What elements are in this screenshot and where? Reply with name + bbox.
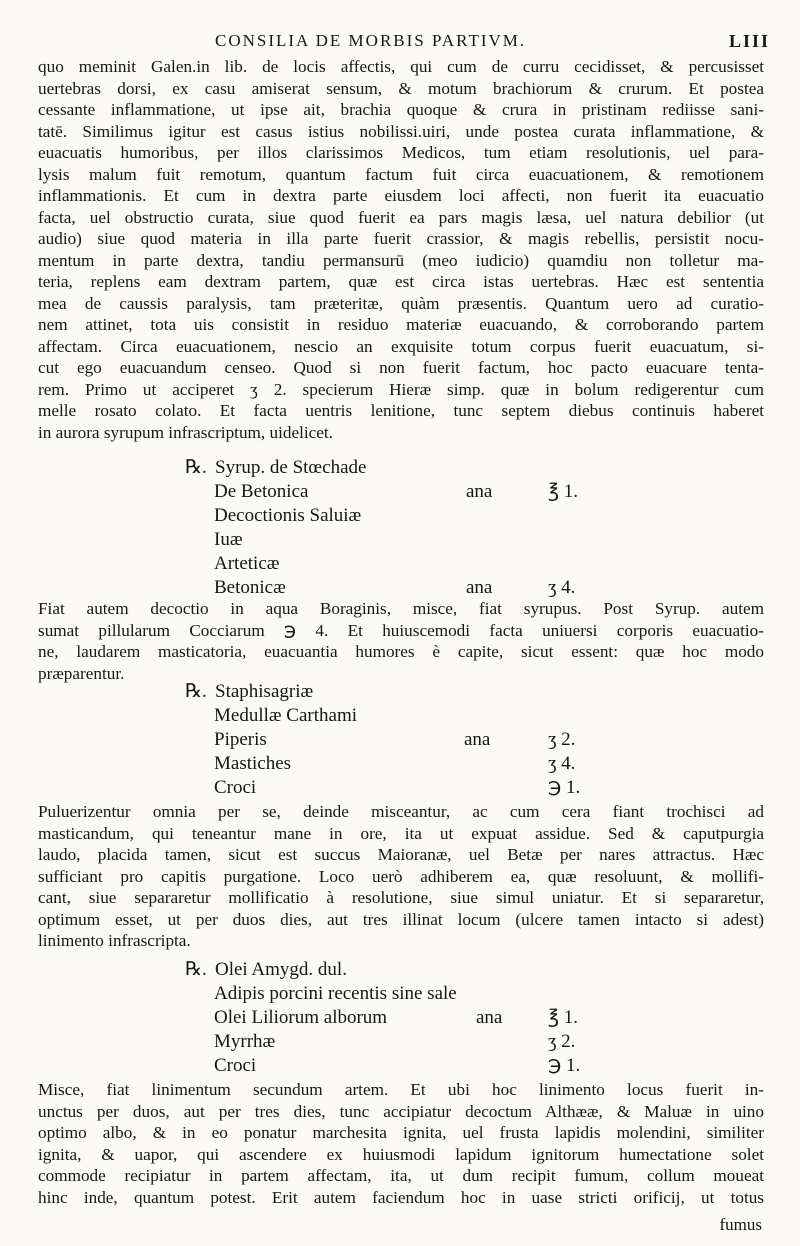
text-line: lysis malum fuit remotum, quantum factum fuit circa euacuationem, & remotionem xyxy=(38,164,764,184)
rx-dose: ʒ 2. xyxy=(548,1031,576,1052)
text-line: melle rosato colato. Et facta uentris lenitione, tunc septem diebus continuis haberet xyxy=(38,401,764,420)
text-line: ignita, & uapor, qui ascendere ex huiusmodi lapidum ignitorum humectatione solet xyxy=(38,1144,764,1164)
text-line: nem attinet, tota uis consistit in residuo materiæ euacuando, & corroborando partem xyxy=(38,315,764,334)
rx-ingredient: Iuæ xyxy=(214,529,243,550)
paragraph-2 xyxy=(38,598,764,684)
recipe-symbol: ℞. xyxy=(185,681,207,702)
rx-item xyxy=(214,480,774,504)
text-line: unctus per duos, aut per tres dies, tunc accipiatur decoctum Althææ, & Maluæ in uino xyxy=(38,1101,764,1121)
text-line: masticandum, qui teneantur mane in ore, ita ut expuat assidue. Sed & caputpurgia xyxy=(38,823,764,843)
paragraph-1 xyxy=(38,56,764,443)
recipe-symbol: ℞. xyxy=(185,959,207,980)
text-line: sumat pillularum Cocciarum ℈ 4. Et huiuscemodi facta uniuersi corporis euacuatio- xyxy=(38,620,764,640)
rx-dose: ℥ 1. xyxy=(548,481,578,502)
text-line: in aurora syrupum infrascriptum, uidelicet. xyxy=(38,422,333,442)
rx-item xyxy=(214,728,774,752)
text-line: cant, siue separaretur mollificatio à resolutione, siue simul uniatur. Et si separaretur, xyxy=(38,888,764,907)
text-line: Misce, fiat linimentum secundum artem. Et ubi hoc linimento locus fuerit in- xyxy=(38,1080,764,1099)
rx-ingredient: Adipis porcini recentis sine sale xyxy=(214,983,457,1004)
text-line: commode recipiatur in partem affectam, ita, ut dum recipit fumum, collum moueat xyxy=(38,1166,764,1185)
text-line: Fiat autem decoctio in aqua Boraginis, misce, fiat syrupus. Post Syrup. autem xyxy=(38,599,764,618)
text-line: euacuatis humoribus, per illos clarissimos Medicos, tum etiam resolutionis, uel para- xyxy=(38,143,764,162)
text-line: hinc inde, quantum potest. Erit autem faciendum hoc in uase stricti orificij, ut totus xyxy=(38,1187,764,1207)
text-line: tatē. Similimus igitur est casus istius nobilissi.uiri, unde postea curata inflammatione, & xyxy=(38,121,764,141)
rx-ingredient: Croci xyxy=(214,1055,257,1076)
rx-ingredient: Medullæ Carthami xyxy=(214,705,358,726)
text-line: optimum esset, ut per duos dies, aut tres illinat locum (ulcere tamen intacto si adest) xyxy=(38,909,764,929)
rx-ingredient: Betonicæ xyxy=(214,577,286,598)
text-line: rem. Primo ut acciperet ʒ 2. specierum Hieræ simp. quæ in bolum redigerentur cum xyxy=(38,379,764,399)
rx-item xyxy=(214,528,774,552)
recipe-symbol: ℞. xyxy=(185,457,207,478)
paragraph-3 xyxy=(38,801,764,952)
rx-dose: ℥ 1. xyxy=(548,1007,578,1028)
folio-number: LIII xyxy=(728,31,770,51)
rx-ingredient: Croci xyxy=(214,777,257,798)
text-line: uertebras dorsi, ex casu amiserat sensum, & motum brachiorum & crurum. Et postea xyxy=(38,78,764,98)
rx-item xyxy=(214,576,774,600)
page-header xyxy=(215,31,770,53)
rx-dose: ʒ 4. xyxy=(548,753,576,774)
rx-item xyxy=(214,704,774,728)
rx-item xyxy=(214,1006,774,1030)
rx-ingredient: Olei Liliorum alborum xyxy=(214,1007,388,1028)
rx-item xyxy=(214,752,774,776)
text-line: mea de caussis paralysis, tam præteritæ, quàm præsentis. Quantum uero ad curatio- xyxy=(38,293,764,313)
rx-ingredient: De Betonica xyxy=(214,481,309,502)
rx-dose: ℈ 1. xyxy=(548,1055,581,1076)
text-line: teria, replens eam dextram partem, quæ est circa istas uertebras. Hæc est sententia xyxy=(38,272,764,291)
rx-ingredient: Staphisagriæ xyxy=(215,681,314,702)
rx-item xyxy=(214,552,774,576)
rx-item xyxy=(214,776,774,800)
rx-item xyxy=(214,1030,774,1054)
rx-item xyxy=(185,680,745,704)
text-line: audio) siue quod materia in illa parte fuerit crassior, & magis rebellis, persistit nocu- xyxy=(38,229,764,248)
rx-ana: ana xyxy=(466,577,493,598)
text-line: præparentur. xyxy=(38,663,125,683)
text-line: laudo, placida tamen, sicut est succus Maioranæ, uel Betæ per nares attractus. Hæc xyxy=(38,845,764,864)
text-line: linimento infrascripta. xyxy=(38,931,191,950)
rx-item xyxy=(185,456,745,480)
rx-ingredient: Olei Amygd. dul. xyxy=(215,959,347,980)
text-line: affectam. Circa euacuationem, nescio an exquisite totum corpus fuerit euacuatum, si- xyxy=(38,336,764,356)
rx-dose: ʒ 4. xyxy=(548,577,576,598)
rx-ingredient: Syrup. de Stœchade xyxy=(215,457,367,478)
rx-ana: ana xyxy=(476,1007,503,1028)
rx-dose: ℈ 1. xyxy=(548,777,581,798)
rx-ingredient: Arteticæ xyxy=(214,553,280,574)
text-line: inflammationis. Et cum in dextra parte eiusdem loci affecti, non fuerit ita euacuatio xyxy=(38,186,764,205)
text-line: sufficiant pro capitis purgatione. Loco uerò adhiberem ea, quæ resoluunt, & mollifi- xyxy=(38,866,764,886)
rx-item xyxy=(214,982,774,1006)
rx-ingredient: Decoctionis Saluiæ xyxy=(214,505,362,526)
rx-ingredient: Myrrhæ xyxy=(214,1031,276,1052)
text-line: Puluerizentur omnia per se, deinde misceantur, ac cum cera fiant trochisci ad xyxy=(38,802,764,821)
catchword: fumus xyxy=(719,1215,762,1234)
paragraph-4 xyxy=(38,1079,764,1208)
rx-ingredient: Mastiches xyxy=(214,753,292,774)
rx-item xyxy=(214,1054,774,1078)
text-line: optimo albo, & in eo ponatur marchesita ignita, uel frusta lapidis molendini, similiter xyxy=(38,1123,764,1142)
text-line: cessante inflammatione, ut ipse ait, brachia quoque & crura in pristinam rediisse sani- xyxy=(38,100,764,119)
text-line: quo meminit Galen.in lib. de locis affectis, qui cum de curru cecidisset, & percusisset xyxy=(38,57,764,76)
rx-item xyxy=(185,958,745,982)
text-line: cut ego euacuandum censeo. Quod si non fuerit factum, hoc pacto euacuare tenta- xyxy=(38,358,764,377)
rx-dose: ʒ 2. xyxy=(548,729,576,750)
rx-ana: ana xyxy=(466,481,493,502)
text-line: facta, uel obstructio curata, siue quod fuerit ea pars magis læsa, uel natura debilior (ut xyxy=(38,207,764,227)
rx-ana: ana xyxy=(464,729,491,750)
running-title: CONSILIA DE MORBIS PARTIVM. xyxy=(215,31,527,50)
text-line: ne, laudarem masticatoria, euacuantia humores è capite, sicut essent: quæ hoc modo xyxy=(38,642,764,661)
rx-item xyxy=(214,504,774,528)
text-line: mentum in parte dextra, tandiu permansurū (meo iudicio) quamdiu non tolletur ma- xyxy=(38,250,764,270)
rx-ingredient: Piperis xyxy=(214,729,267,750)
